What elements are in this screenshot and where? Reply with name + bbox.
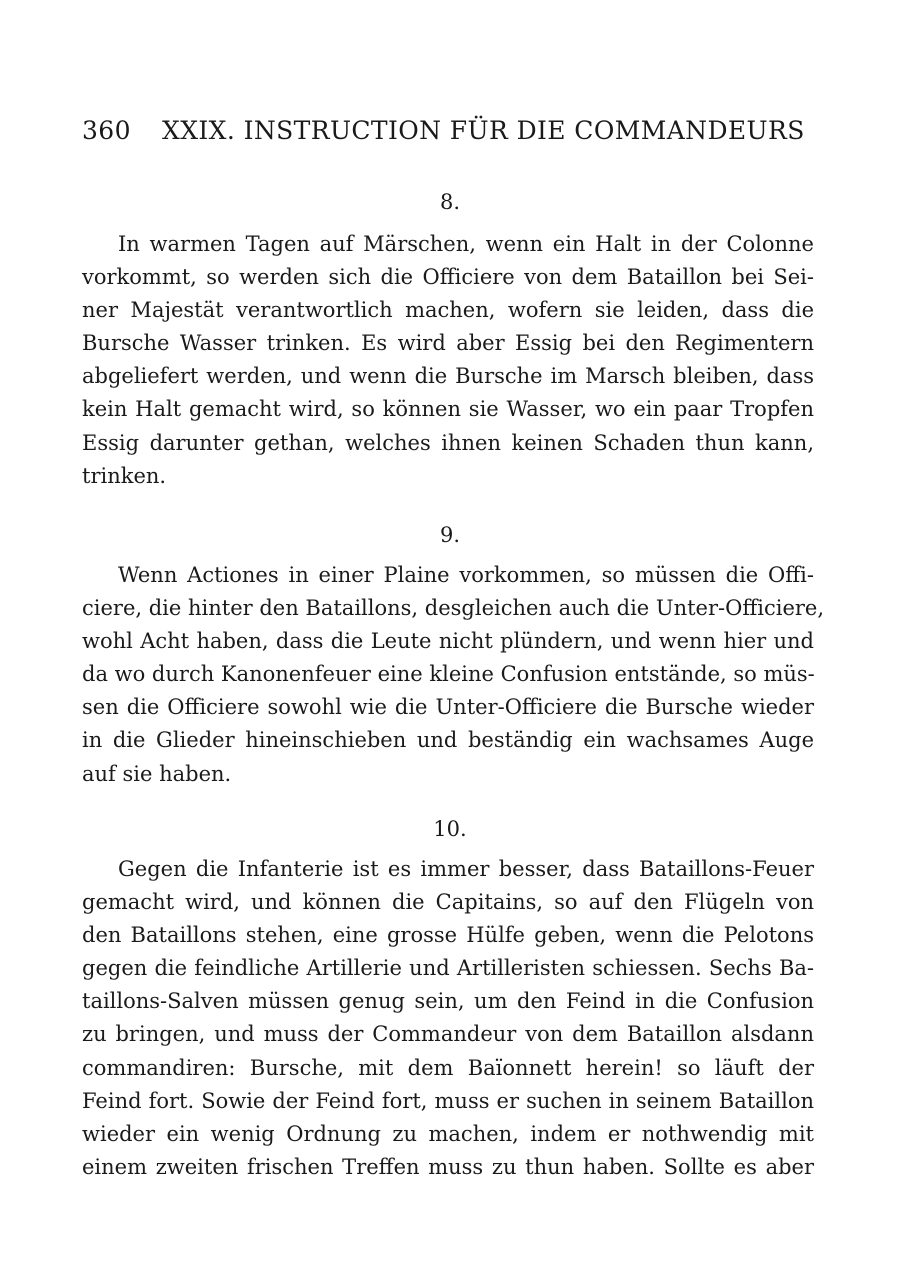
text-line: kein Halt gemacht wird, so können sie Wasser, wo ein paar Tropfen — [82, 397, 814, 422]
text-line: wieder ein wenig Ordnung zu machen, indem er nothwendig mit — [82, 1121, 814, 1146]
section-number-10: 10. — [433, 817, 467, 841]
page-number: 360 — [82, 116, 131, 145]
text-line: abgeliefert werden, und wenn die Bursche im Marsch bleiben, dass — [82, 364, 814, 389]
text-line: sen die Officiere sowohl wie die Unter-Officiere die Bursche wieder — [82, 695, 814, 720]
running-head — [82, 116, 822, 152]
text-line: Wenn Actiones in einer Plaine vorkommen, so müssen die Offi- — [118, 563, 814, 587]
text-line: gemacht wird, und können die Capitains, so auf den Flügeln von — [82, 890, 814, 915]
paragraph-8 — [82, 228, 814, 493]
paragraph-9 — [82, 559, 825, 791]
text-line: da wo durch Kanonenfeuer eine kleine Confusion entstände, so müs- — [82, 662, 815, 687]
text-line: ner Majestät verantwortlich machen, wofern sie leiden, dass die — [82, 298, 814, 323]
text-line: Bursche Wasser trinken. Es wird aber Essig bei den Regimentern — [82, 331, 814, 356]
text-line: ciere, die hinter den Bataillons, desgleichen auch die Unter-Officiere, — [82, 596, 825, 621]
text-line: vorkommt, so werden sich die Officiere von dem Bataillon bei Sei- — [82, 265, 814, 290]
text-line: einem zweiten frischen Treffen muss zu thun haben. Sollte es aber — [82, 1154, 814, 1179]
text-line: Essig darunter gethan, welches ihnen keinen Schaden thun kann, — [82, 430, 814, 455]
text-line: Gegen die Infanterie ist es immer besser, dass Bataillons-Feuer — [118, 857, 814, 881]
text-line: wohl Acht haben, dass die Leute nicht plündern, und wenn hier und — [82, 629, 814, 654]
text-line: zu bringen, und muss der Commandeur von dem Bataillon alsdann — [82, 1022, 814, 1047]
chapter-title: XXIX. INSTRUCTION FÜR DIE COMMANDEURS — [162, 116, 805, 145]
paragraph-10 — [82, 853, 814, 1184]
text-line: in die Glieder hineinschieben und beständig ein wachsames Auge — [82, 728, 814, 753]
text-line: Feind fort. Sowie der Feind fort, muss er suchen in seinem Bataillon — [82, 1088, 814, 1113]
text-line: den Bataillons stehen, eine grosse Hülfe geben, wenn die Pelotons — [82, 923, 814, 948]
text-line: In warmen Tagen auf Märschen, wenn ein Halt in der Colonne — [118, 232, 814, 256]
text-line: gegen die feindliche Artillerie und Artilleristen schiessen. Sechs Ba- — [82, 956, 814, 981]
text-line: commandiren: Bursche, mit dem Baïonnett herein! so läuft der — [82, 1055, 814, 1080]
text-line: taillons-Salven müssen genug sein, um den Feind in die Confusion — [82, 989, 814, 1014]
text-line: auf sie haben. — [82, 761, 232, 786]
text-line: trinken. — [82, 463, 167, 488]
section-number-8: 8. — [439, 190, 461, 214]
section-number-9: 9. — [439, 523, 461, 547]
